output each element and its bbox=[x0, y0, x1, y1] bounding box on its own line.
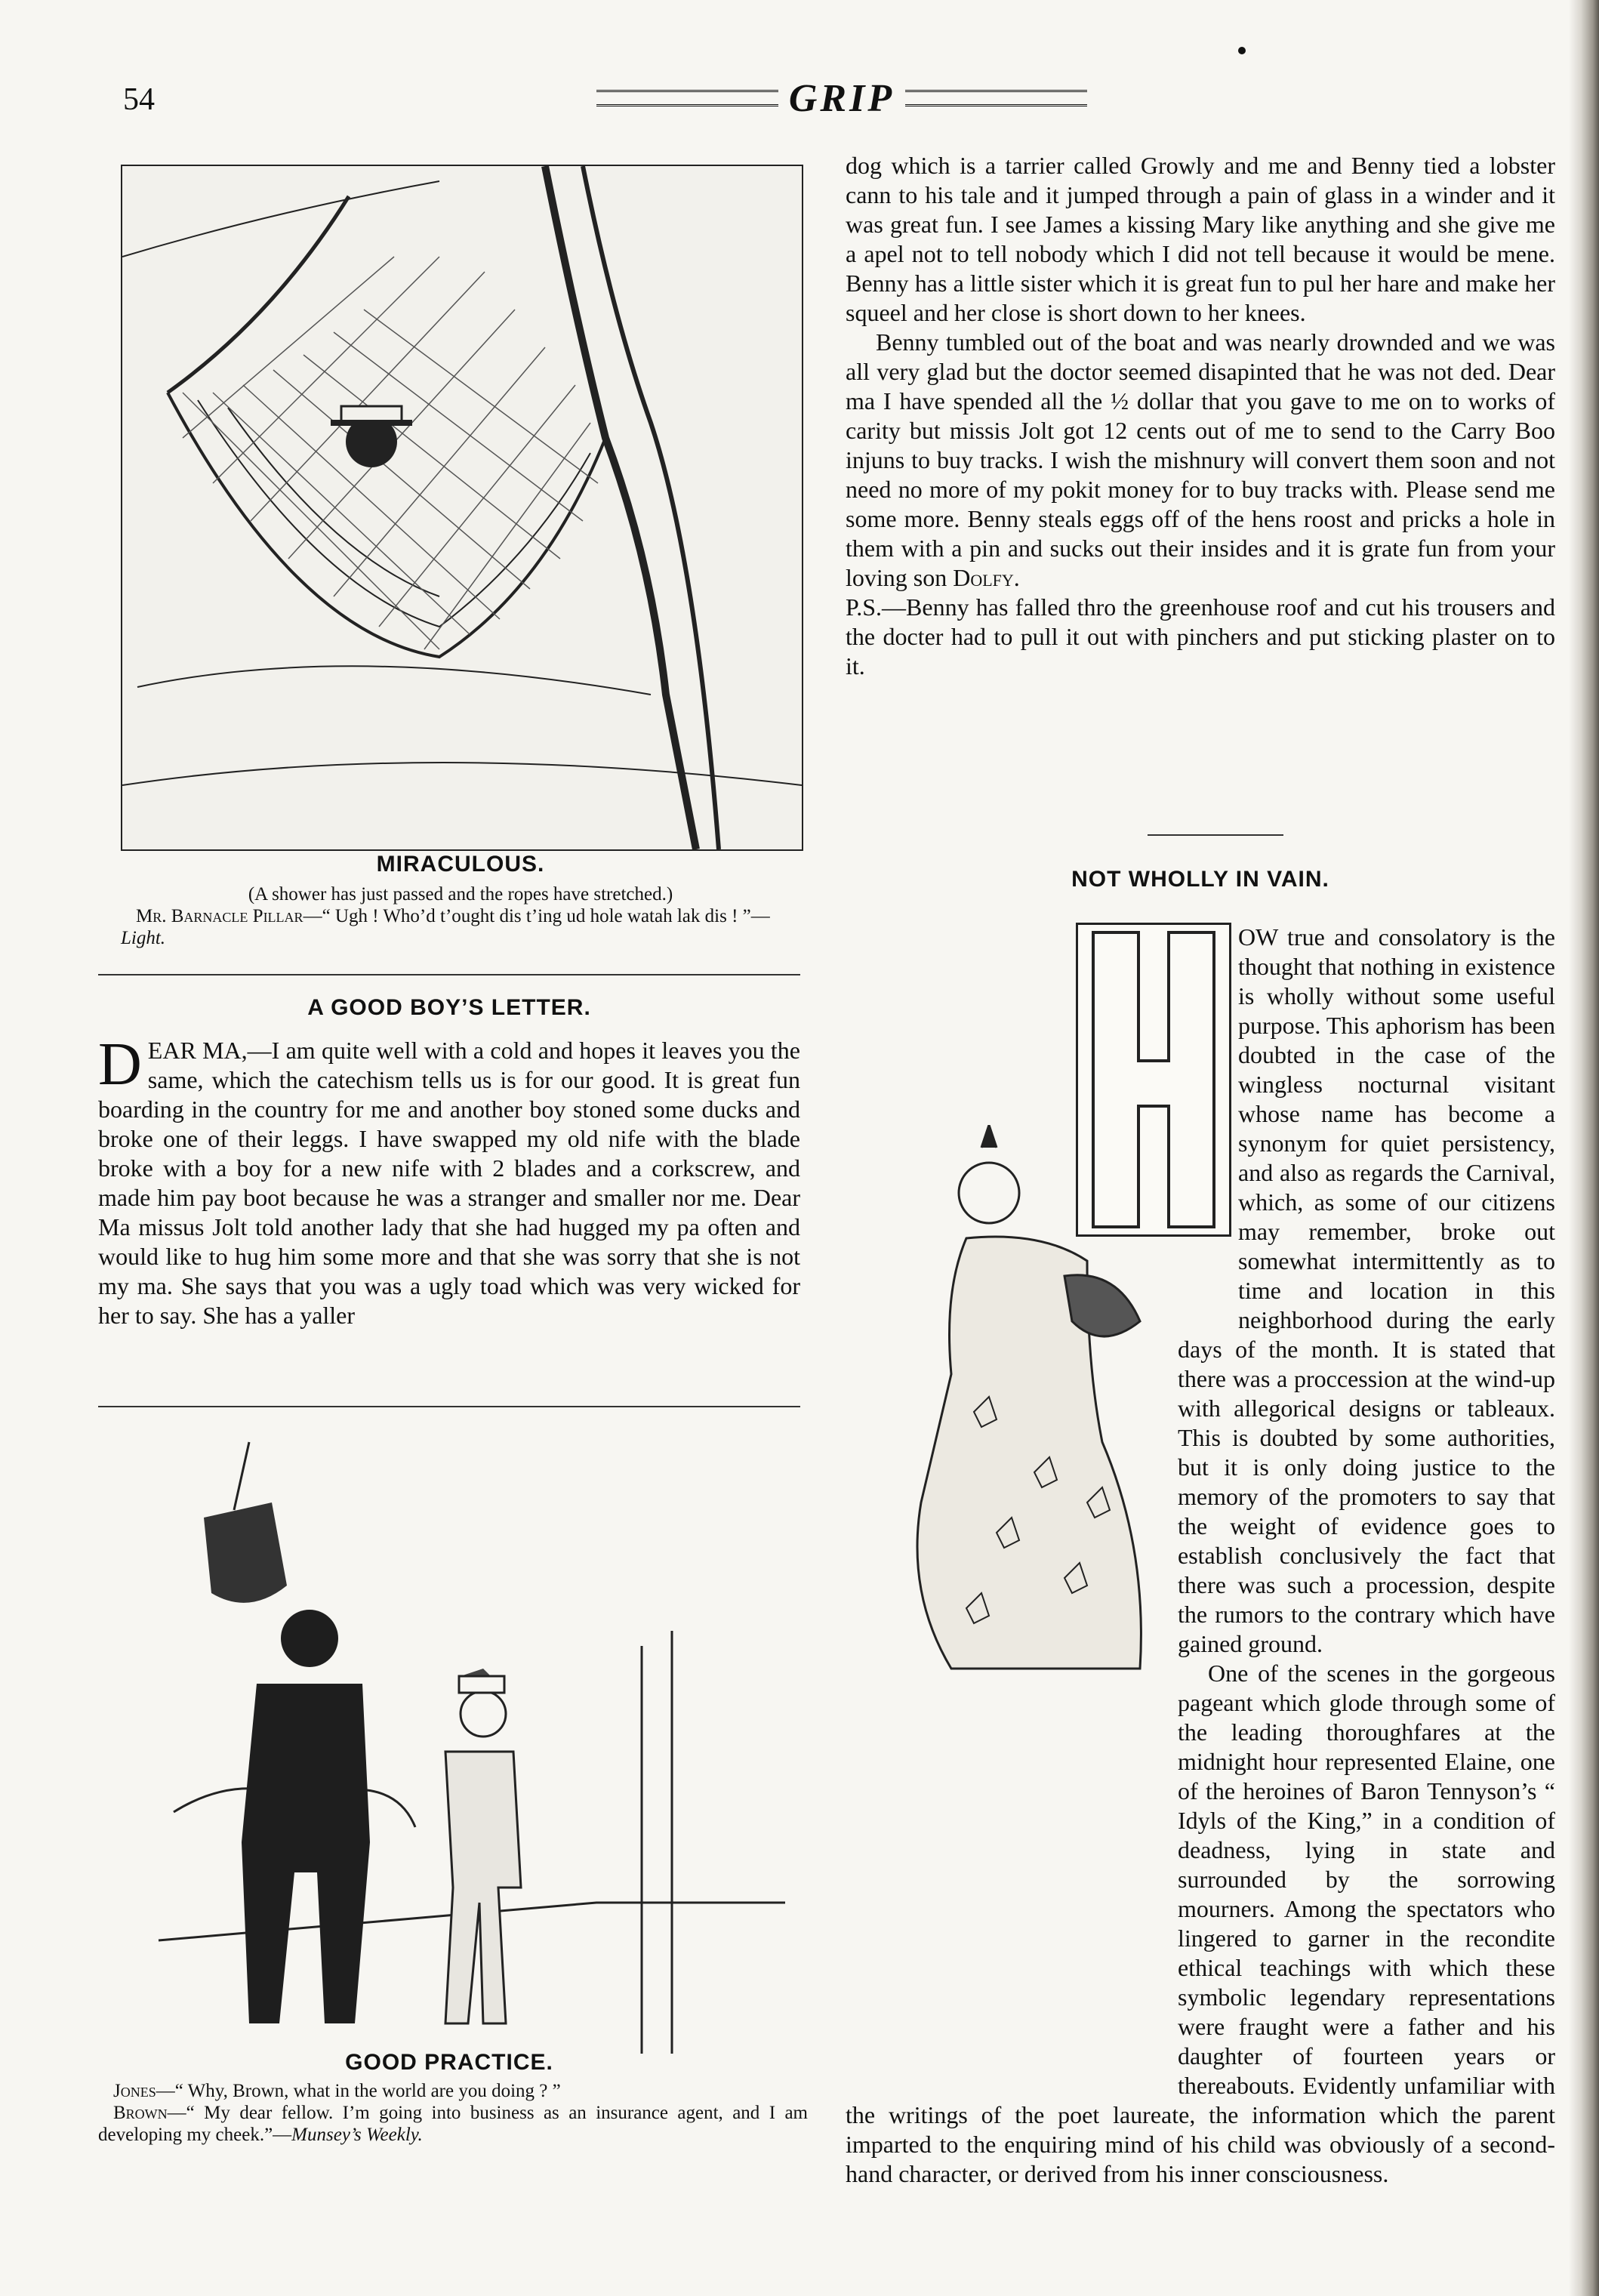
dropcap-d: D bbox=[98, 1031, 142, 1098]
miraculous-speaker: Mr. Barnacle Pillar bbox=[136, 906, 303, 926]
ink-dot bbox=[1238, 47, 1246, 54]
masthead bbox=[596, 76, 1087, 121]
hammock-illustration bbox=[121, 165, 803, 851]
not-wholly-paragraph-1: OW true and consolatory is the thought that nothing in existence is wholly without some useful purpose. This aphorism has been doubted in the case of the wingless nocturnal visitant whose name has become a synonym for quiet persistency, and also as regards the Carnival, which, as some of our citizens may remember, broke out somewhat intermittently as to time and location in this neighborhood during the early days of the month. It is stated that there was a proccession at the wind-up with allegorical designs or tableaux. This is doubted by some authorities, but it is only doing justice to the memory of the promoters to say that the weight of evidence goes to establish conclusively the fact that there was such a procession, despite the rumors to the contrary which have gained ground. bbox=[1178, 923, 1555, 1657]
masthead-rule-right bbox=[905, 90, 1087, 106]
divider-rule bbox=[98, 1406, 800, 1407]
good-practice-line1 bbox=[98, 2080, 808, 2102]
miraculous-source: Light. bbox=[121, 928, 166, 948]
good-boy-letter-part1 bbox=[98, 1031, 800, 1391]
masthead-title: GRIP bbox=[788, 76, 895, 120]
good-boy-opening: EAR MA,—I am quite well with a cold and hopes it leaves you the same, which the catechism tells us is for our good. It is great fun boarding in the country for me and another boy stoned some ducks and broke one of their leggs. I have swapped my old nife with the blade broke with a boy for a new nife with 2 blades and a corkscrew, and made him pay boot because he was a stranger and smaller nor me. Dear Ma missus Jolt told another lady that she had hugged my pa often and would like to hug him some more and that she was sorry that she is not my ma. She says that you was a ugly toad which was very wicked for her to say. She has a yaller bbox=[98, 1037, 800, 1329]
good-boy-letter-part2 bbox=[846, 151, 1555, 681]
good-boy-para2-text: Benny tumbled out of the boat and was nearly drownded and we was all very glad but the doctor seemed disapinted that he was not ded. Dear ma I have spended all the ½ dollar that you gave to me on to works of carity but missis Jolt got 12 cents out of me to send to the Carry Boo injuns to buy tracks. I wish the mishnury will convert them soon and not need no more of my pokit money for to buy tracks with. Please send me some more. Benny steals eggs off of the hens roost and pricks a hole in them with a pin and sucks out their insides and it is grate fun from your loving son bbox=[846, 328, 1555, 591]
good-boy-paragraph-2 bbox=[846, 328, 1555, 593]
miraculous-note: (A shower has just passed and the ropes have stretched.) bbox=[248, 884, 673, 905]
masthead-rule-left bbox=[596, 90, 778, 106]
hammock-drawing bbox=[122, 166, 802, 849]
speaker-jones: Jones bbox=[113, 2081, 156, 2101]
short-rule bbox=[1148, 834, 1283, 836]
good-practice-illustration bbox=[143, 1419, 785, 2054]
miraculous-caption bbox=[121, 883, 800, 949]
miraculous-title: MIRACULOUS. bbox=[376, 852, 545, 877]
not-wholly-body bbox=[846, 923, 1555, 2189]
good-practice-line2 bbox=[98, 2102, 808, 2146]
good-practice-drawing bbox=[143, 1419, 785, 2054]
jones-quote: —“ Why, Brown, what in the world are you doing ? ” bbox=[156, 2081, 561, 2101]
page-spine-shadow bbox=[1569, 0, 1599, 2296]
good-boy-postscript: P.S.—Benny has falled thro the greenhouse roof and cut his trousers and the docter had to pull it out with pinchers and put sticking plaster on to it. bbox=[846, 593, 1555, 680]
float-spacer-top bbox=[846, 923, 1238, 1315]
speaker-brown: Brown bbox=[113, 2103, 168, 2123]
not-wholly-title: NOT WHOLLY IN VAIN. bbox=[1071, 867, 1329, 892]
good-boy-continued: dog which is a tarrier called Growly and me and Benny tied a lobster cann to his tale and it jumped through a pain of glass in a winder and it was great fun. I see James a kissing Mary like anything and she give me a apel not to tell nobody which I did not tell because it would be mene. Benny has a little sister which it is great fun to pul her hare and make her squeel and her close is short down to her knees. bbox=[846, 152, 1555, 326]
float-spacer-illustration bbox=[846, 1315, 1178, 2078]
good-boy-signature: Dolfy. bbox=[953, 564, 1020, 591]
good-practice-source: Munsey’s Weekly. bbox=[291, 2125, 423, 2145]
page-number: 54 bbox=[123, 82, 155, 117]
brown-quote: —“ My dear fellow. I’m going into business as an insurance agent, and I am developing my cheek.”— bbox=[98, 2103, 808, 2145]
good-practice-title: GOOD PRACTICE. bbox=[345, 2050, 553, 2075]
divider-rule bbox=[98, 974, 800, 975]
miraculous-dialogue bbox=[121, 905, 800, 949]
not-wholly-paragraph-2: One of the scenes in the gorgeous pageant which glode through some of the leading thoroughfares at the midnight hour represented Elaine, one of the heroines of Baron Tennyson’s “ Idyls of the King,” in a condition of deadness, lying in state and surrounded by the sorrowing mourners. Among the spectators who lingered to garner in the recondite ethical teachings with which these symbolic legendary representations were fraught were a father and his daughter of fourteen years or thereabouts. Evidently unfamiliar with the writings of the poet laureate, the information which the parent imparted to the enquiring mind of his child was obviously of a second-hand character, or derived from his inner consciousness. bbox=[846, 1660, 1555, 2187]
miraculous-quote: —“ Ugh ! Who’d t’ought dis t’ing ud hole watah lak dis ! ”— bbox=[303, 906, 770, 926]
good-practice-caption bbox=[98, 2080, 808, 2146]
good-boy-paragraph bbox=[98, 1031, 800, 1330]
good-boy-title: A GOOD BOY’S LETTER. bbox=[307, 995, 591, 1020]
